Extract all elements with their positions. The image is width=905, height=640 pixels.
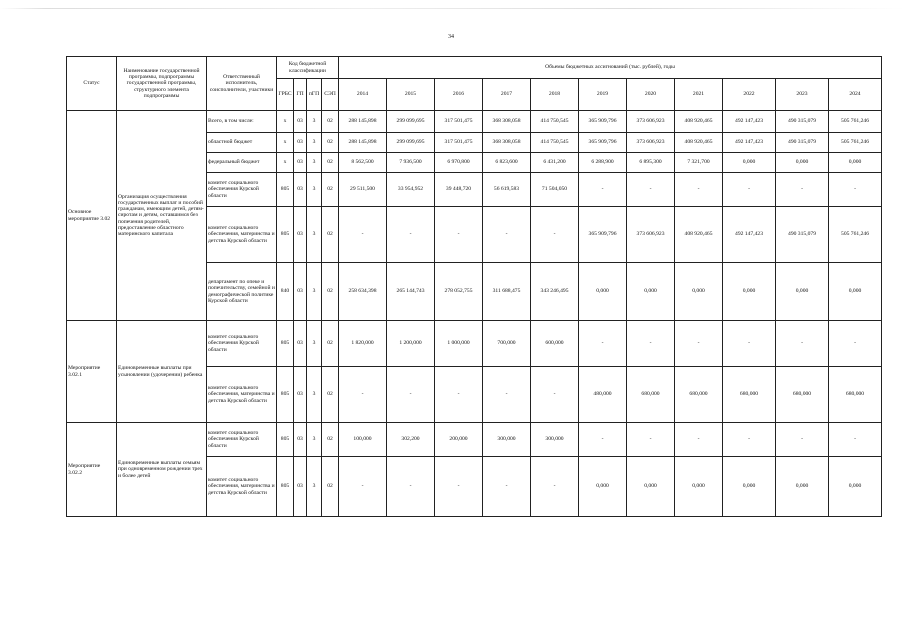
row-value-2014: 100,000	[339, 423, 387, 457]
row-code-ГРБС: 805	[277, 207, 294, 263]
header-year-2022: 2022	[723, 79, 776, 111]
row-code-ГРБС: 840	[277, 263, 294, 321]
header-code-0: ГРБС	[277, 79, 294, 111]
row-executor: комитет социального обеспечения, материнства и детства Курской области	[207, 457, 277, 517]
row-value-2017: 300,000	[483, 423, 531, 457]
row-value-2019: 365 909,796	[579, 111, 627, 133]
row-code-ГП: 03	[294, 457, 307, 517]
table-row	[67, 111, 882, 133]
row-value-2020: 373 606,923	[627, 111, 675, 133]
row-value-2018: 343 246,495	[531, 263, 579, 321]
row-value-2018: 71 504,050	[531, 173, 579, 207]
row-value-2017: 311 688,475	[483, 263, 531, 321]
row-value-2018: 414 750,545	[531, 111, 579, 133]
row-executor: Всего, в том числе:	[207, 111, 277, 133]
row-value-2019: 365 909,796	[579, 133, 627, 153]
row-status: Основное мероприятие 3.02	[67, 111, 117, 321]
row-value-2019: 0,000	[579, 263, 627, 321]
row-value-2017: -	[483, 457, 531, 517]
row-name: Единовременные выплаты семьям при одновременном рождении трех и более детей	[117, 423, 207, 517]
row-value-2022: 0,000	[723, 263, 776, 321]
row-code-ГП: 03	[294, 263, 307, 321]
row-code-ГРБС: 805	[277, 367, 294, 423]
row-code-ГП: 03	[294, 133, 307, 153]
row-value-2023: 680,000	[776, 367, 829, 423]
row-value-2016: 317 501,475	[435, 133, 483, 153]
row-value-2015: 302,200	[387, 423, 435, 457]
row-value-2020: 373 606,923	[627, 207, 675, 263]
row-code-пГП: 3	[307, 263, 322, 321]
row-value-2016: 1 000,000	[435, 321, 483, 367]
row-code-ГП: 03	[294, 367, 307, 423]
row-value-2023: -	[776, 423, 829, 457]
row-code-пГП: 3	[307, 207, 322, 263]
row-code-пГП: 3	[307, 367, 322, 423]
row-value-2023: -	[776, 321, 829, 367]
row-value-2023: 0,000	[776, 263, 829, 321]
row-executor: комитет социального обеспечения Курской области	[207, 423, 277, 457]
row-value-2021: 408 920,465	[675, 111, 723, 133]
row-value-2014: -	[339, 207, 387, 263]
row-value-2015: -	[387, 457, 435, 517]
header-status: Статус	[67, 57, 117, 111]
row-value-2018: 300,000	[531, 423, 579, 457]
row-value-2019: 6 288,900	[579, 153, 627, 173]
row-value-2021: 408 920,465	[675, 207, 723, 263]
row-value-2024: -	[829, 423, 882, 457]
row-value-2018: -	[531, 367, 579, 423]
header-name: Наименование государственной программы, подпрограммы государственной программы, структурного элемента подпрограммы	[117, 57, 207, 111]
row-value-2014: 258 634,398	[339, 263, 387, 321]
row-value-2018: 414 750,545	[531, 133, 579, 153]
row-value-2016: -	[435, 207, 483, 263]
row-code-ГРБС: 805	[277, 423, 294, 457]
row-value-2014: 8 562,500	[339, 153, 387, 173]
row-value-2024: -	[829, 321, 882, 367]
row-value-2014: -	[339, 457, 387, 517]
header-year-2019: 2019	[579, 79, 627, 111]
row-value-2023: 490 315,079	[776, 111, 829, 133]
row-code-пГП: 3	[307, 423, 322, 457]
row-executor: комитет социального обеспечения Курской области	[207, 173, 277, 207]
header-year-2017: 2017	[483, 79, 531, 111]
row-code-ГП: 03	[294, 153, 307, 173]
row-value-2019: 0,000	[579, 457, 627, 517]
row-value-2019: 480,000	[579, 367, 627, 423]
row-value-2021: -	[675, 423, 723, 457]
row-executor: комитет социального обеспечения, материнства и детства Курской области	[207, 207, 277, 263]
row-value-2022: -	[723, 173, 776, 207]
row-value-2020: 0,000	[627, 263, 675, 321]
row-value-2017: -	[483, 207, 531, 263]
row-value-2015: 299 099,695	[387, 111, 435, 133]
header-year-2020: 2020	[627, 79, 675, 111]
row-value-2019: -	[579, 173, 627, 207]
row-value-2020: -	[627, 321, 675, 367]
row-value-2016: 200,000	[435, 423, 483, 457]
row-code-ГРБС: 805	[277, 321, 294, 367]
header-executor: Ответственный исполнитель, соисполнители, участники	[207, 57, 277, 111]
row-value-2024: 0,000	[829, 153, 882, 173]
header-year-2014: 2014	[339, 79, 387, 111]
row-code-ГРБС: х	[277, 133, 294, 153]
row-value-2015: 299 099,695	[387, 133, 435, 153]
row-value-2018: 600,000	[531, 321, 579, 367]
row-code-пГП: 3	[307, 173, 322, 207]
header-year-2023: 2023	[776, 79, 829, 111]
row-value-2020: 6 895,300	[627, 153, 675, 173]
table-row	[67, 423, 882, 457]
row-value-2024: 0,000	[829, 263, 882, 321]
row-value-2022: 680,000	[723, 367, 776, 423]
row-status: Мероприятие 3.02.2	[67, 423, 117, 517]
budget-table	[66, 56, 882, 517]
row-value-2020: -	[627, 173, 675, 207]
row-code-ГП: 03	[294, 321, 307, 367]
row-code-ГП: 03	[294, 173, 307, 207]
row-code-пГП: 3	[307, 111, 322, 133]
header-budget-group: Объемы бюджетных ассигнований (тыс. рублей), годы	[339, 57, 882, 79]
row-value-2024: 680,000	[829, 367, 882, 423]
header-code-1: ГП	[294, 79, 307, 111]
row-code-СЭП: 02	[322, 457, 339, 517]
row-value-2017: -	[483, 367, 531, 423]
row-value-2016: 278 052,755	[435, 263, 483, 321]
row-value-2024: 505 761,246	[829, 133, 882, 153]
row-value-2022: 0,000	[723, 457, 776, 517]
row-value-2021: 0,000	[675, 263, 723, 321]
row-code-ГП: 03	[294, 111, 307, 133]
row-code-ГРБС: 805	[277, 457, 294, 517]
row-code-СЭП: 02	[322, 263, 339, 321]
row-code-СЭП: 02	[322, 367, 339, 423]
row-code-СЭП: 02	[322, 207, 339, 263]
row-value-2015: 265 144,743	[387, 263, 435, 321]
row-name: Единовременные выплаты при усыновлении (удочерении) ребенка	[117, 321, 207, 423]
page-number: 34	[448, 34, 454, 40]
row-value-2017: 6 823,600	[483, 153, 531, 173]
row-value-2021: 0,000	[675, 457, 723, 517]
row-value-2015: 33 954,952	[387, 173, 435, 207]
row-value-2021: 408 920,465	[675, 133, 723, 153]
header-code-3: СЭП	[322, 79, 339, 111]
row-code-СЭП: 02	[322, 423, 339, 457]
row-code-СЭП: 02	[322, 321, 339, 367]
row-value-2015: -	[387, 207, 435, 263]
row-value-2017: 368 308,058	[483, 133, 531, 153]
row-value-2024: -	[829, 173, 882, 207]
row-value-2016: -	[435, 457, 483, 517]
row-value-2022: 492 147,423	[723, 111, 776, 133]
row-value-2017: 700,000	[483, 321, 531, 367]
row-value-2016: -	[435, 367, 483, 423]
row-value-2021: -	[675, 173, 723, 207]
row-value-2018: 6 431,200	[531, 153, 579, 173]
row-value-2015: 7 936,500	[387, 153, 435, 173]
row-value-2014: 1 820,000	[339, 321, 387, 367]
row-value-2020: 373 606,923	[627, 133, 675, 153]
row-code-СЭП: 02	[322, 153, 339, 173]
row-value-2023: 0,000	[776, 457, 829, 517]
header-year-2024: 2024	[829, 79, 882, 111]
row-value-2020: 680,000	[627, 367, 675, 423]
row-value-2016: 39 448,720	[435, 173, 483, 207]
row-executor: федеральный бюджет	[207, 153, 277, 173]
row-value-2014: 29 511,500	[339, 173, 387, 207]
header-year-2021: 2021	[675, 79, 723, 111]
row-value-2022: 492 147,423	[723, 207, 776, 263]
row-value-2017: 56 619,583	[483, 173, 531, 207]
row-value-2024: 505 761,246	[829, 111, 882, 133]
row-value-2018: -	[531, 207, 579, 263]
row-code-ГРБС: х	[277, 111, 294, 133]
row-value-2018: -	[531, 457, 579, 517]
row-value-2022: 0,000	[723, 153, 776, 173]
row-value-2021: -	[675, 321, 723, 367]
row-executor: комитет социального обеспечения Курской области	[207, 321, 277, 367]
row-value-2014: 288 145,898	[339, 133, 387, 153]
row-value-2022: -	[723, 321, 776, 367]
row-value-2019: -	[579, 423, 627, 457]
row-code-ГРБС: 805	[277, 173, 294, 207]
row-value-2020: -	[627, 423, 675, 457]
row-value-2023: 0,000	[776, 153, 829, 173]
row-code-пГП: 3	[307, 457, 322, 517]
header-year-2015: 2015	[387, 79, 435, 111]
row-code-СЭП: 02	[322, 133, 339, 153]
row-code-пГП: 3	[307, 133, 322, 153]
row-executor: областной бюджет	[207, 133, 277, 153]
header-code-group: Код бюджетной классификации	[277, 57, 339, 79]
row-value-2014: -	[339, 367, 387, 423]
header-year-2016: 2016	[435, 79, 483, 111]
row-value-2017: 368 308,058	[483, 111, 531, 133]
row-value-2015: 1 200,000	[387, 321, 435, 367]
row-value-2019: -	[579, 321, 627, 367]
row-code-ГП: 03	[294, 207, 307, 263]
row-value-2023: 490 315,079	[776, 133, 829, 153]
row-value-2024: 0,000	[829, 457, 882, 517]
row-value-2021: 680,000	[675, 367, 723, 423]
row-status: Мероприятие 3.02.1	[67, 321, 117, 423]
row-code-СЭП: 02	[322, 173, 339, 207]
row-value-2022: -	[723, 423, 776, 457]
table-row	[67, 321, 882, 367]
row-value-2016: 317 501,475	[435, 111, 483, 133]
row-value-2016: 6 970,800	[435, 153, 483, 173]
row-code-пГП: 3	[307, 321, 322, 367]
row-code-СЭП: 02	[322, 111, 339, 133]
header-year-2018: 2018	[531, 79, 579, 111]
row-value-2014: 288 145,898	[339, 111, 387, 133]
row-value-2022: 492 147,423	[723, 133, 776, 153]
scan-edge-line	[0, 8, 905, 9]
row-value-2023: -	[776, 173, 829, 207]
row-value-2021: 7 321,700	[675, 153, 723, 173]
row-executor: департамент по опеке и попечительству, семейной и демографической политике Курской области	[207, 263, 277, 321]
row-code-ГП: 03	[294, 423, 307, 457]
row-value-2015: -	[387, 367, 435, 423]
row-code-пГП: 3	[307, 153, 322, 173]
row-name: Организация осуществления государственных выплат и пособий гражданам, имеющим детей, детям-сиротам и детям, оставшимся без попечения родителей, предоставление областного материнского капитала	[117, 111, 207, 321]
row-value-2024: 505 761,246	[829, 207, 882, 263]
row-value-2023: 490 315,079	[776, 207, 829, 263]
row-value-2020: 0,000	[627, 457, 675, 517]
row-executor: комитет социального обеспечения, материнства и детства Курской области	[207, 367, 277, 423]
header-code-2: пГП	[307, 79, 322, 111]
row-value-2019: 365 909,796	[579, 207, 627, 263]
row-code-ГРБС: х	[277, 153, 294, 173]
